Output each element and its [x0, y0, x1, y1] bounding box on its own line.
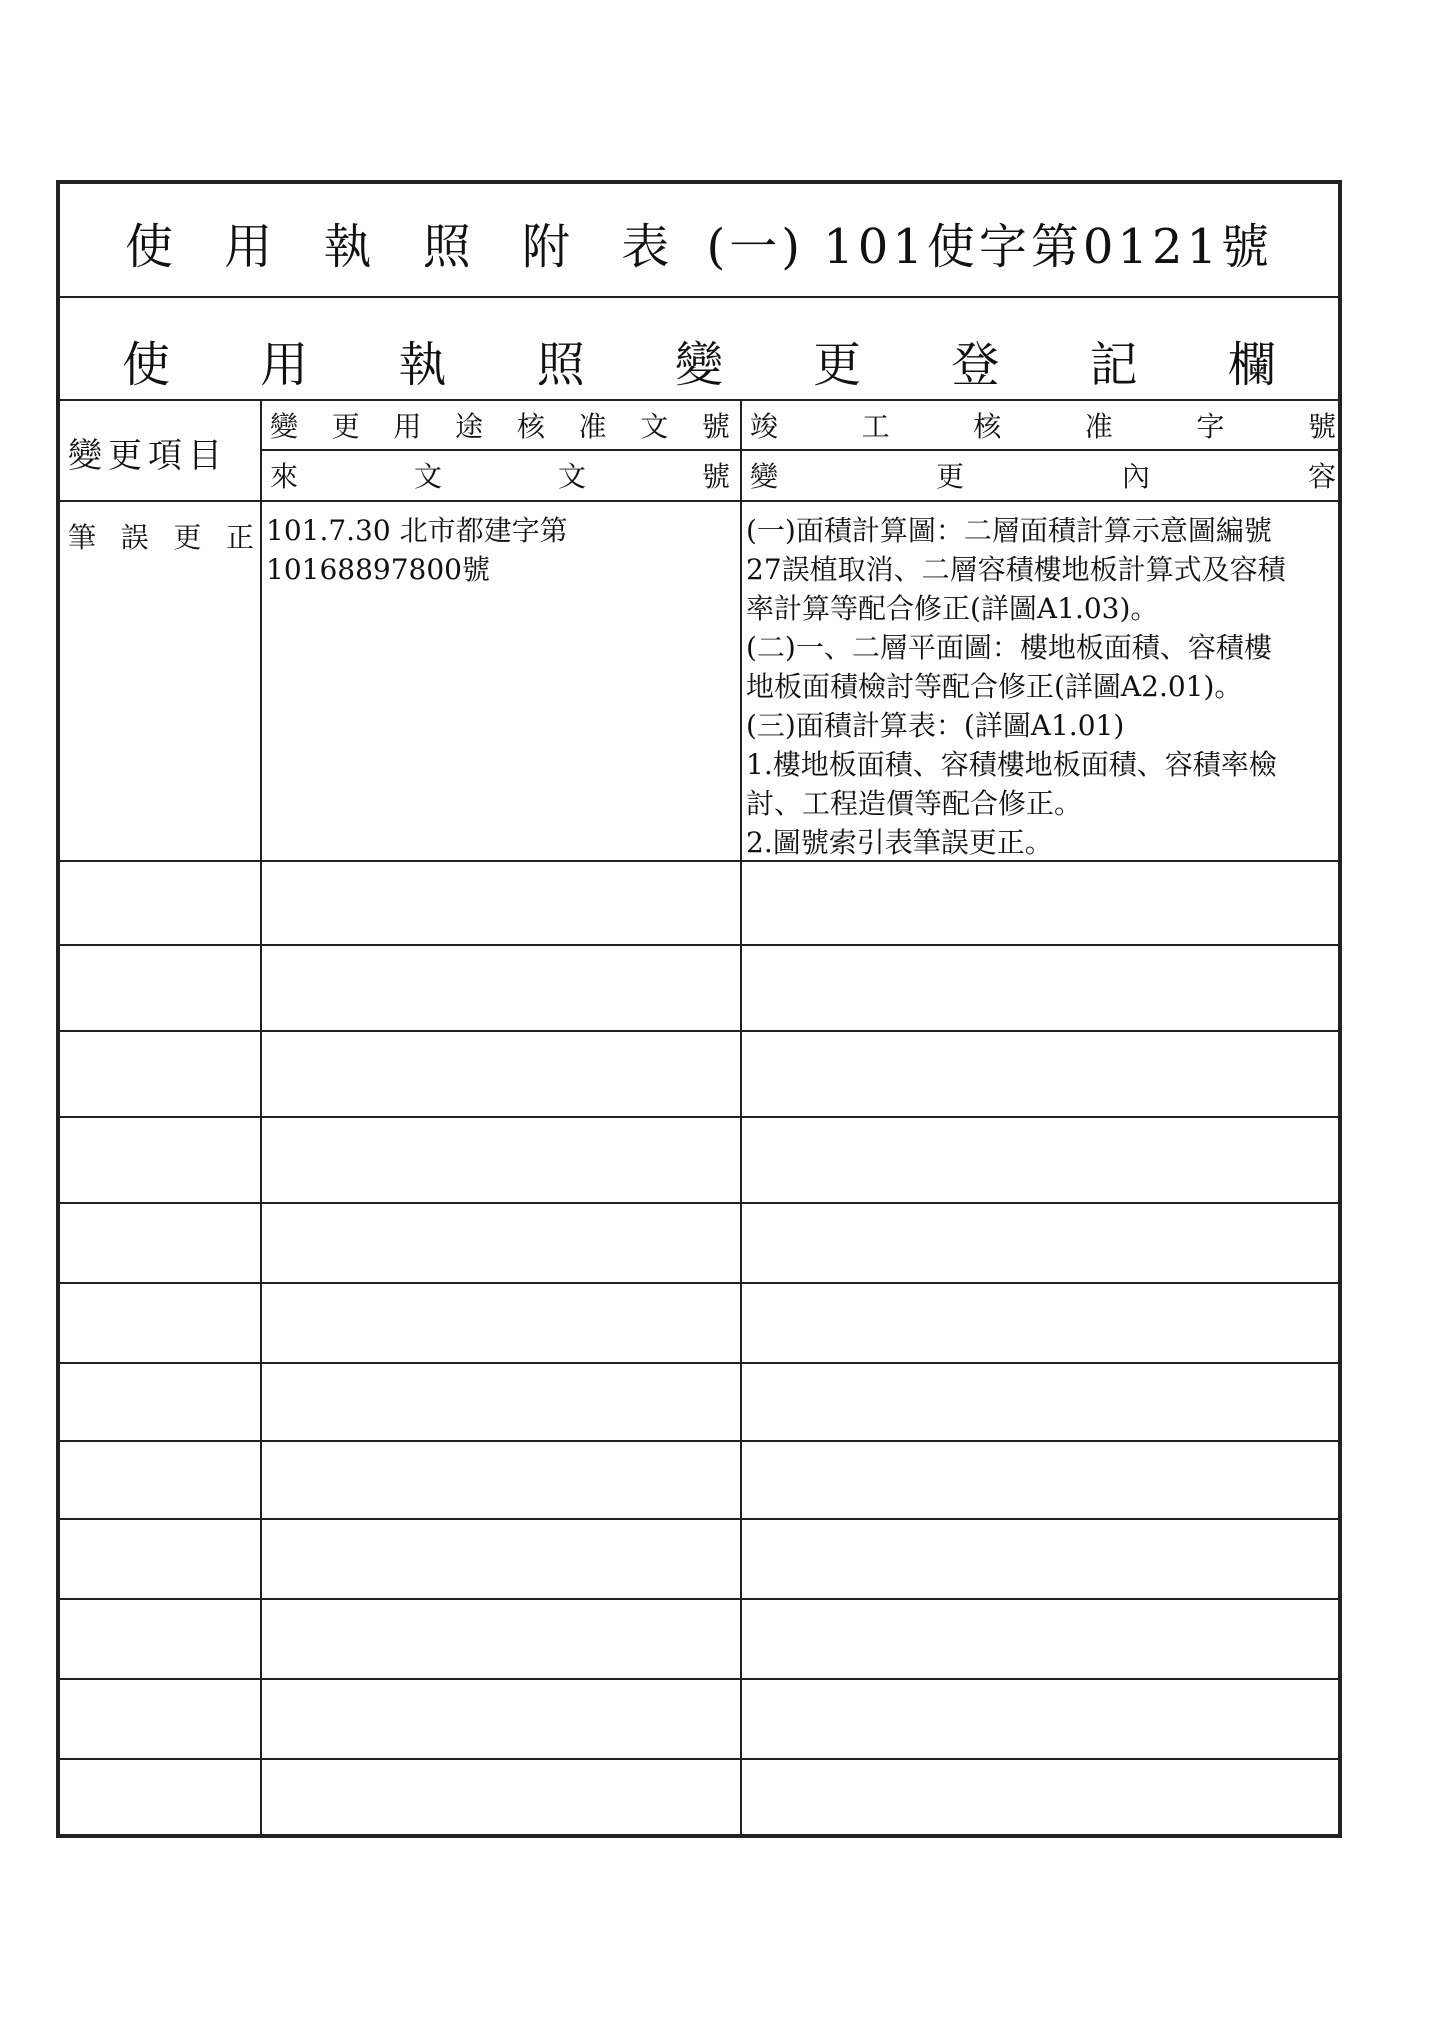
- section-heading-char: 變: [674, 336, 723, 393]
- section-heading: [122, 320, 1276, 400]
- header-char: 容: [1307, 459, 1336, 493]
- header-char: 變: [270, 409, 299, 443]
- header-usage-approval-no: [270, 400, 730, 449]
- header-char: 更: [331, 409, 360, 443]
- title-permit-number: (一) 101使字第0121號: [706, 219, 1274, 275]
- row-change-content: (一)面積計算圖：二層面積計算示意圖編號 27誤植取消、二層容積樓地板計算式及容積 率計算等配合修正(詳圖A1.03)。 (二)一、二層平面圖：樓地板面積、容積樓 地板面積檢討等配合修正(詳圖A2.01)。 (三)面積計算表：(詳圖A1.01) 1.樓地板面積、容積樓地板面積、容積率檢 討、工程造價等配合修正。 2.圖號索引表筆誤更正。: [746, 514, 1286, 859]
- rule-row: [60, 1030, 1342, 1032]
- row-item-char: 誤: [120, 521, 149, 554]
- header-char: 核: [516, 409, 545, 443]
- row-item-char: 正: [225, 521, 254, 554]
- section-heading-char: 用: [260, 336, 309, 393]
- rule-row: [60, 1362, 1342, 1364]
- row-doc-number: 101.7.30 北市都建字第 10168897800號: [266, 514, 568, 586]
- header-change-content: [750, 450, 1336, 499]
- rule-row: [60, 1116, 1342, 1118]
- rule-row: [60, 1678, 1342, 1680]
- header-char: 竣: [750, 409, 779, 443]
- section-heading-char: 使: [122, 336, 171, 393]
- header-char: 核: [973, 409, 1002, 443]
- rule-row: [60, 1440, 1342, 1442]
- section-heading-char: 執: [398, 336, 447, 393]
- rule-row: [60, 1758, 1342, 1760]
- rule-col-2: [740, 399, 742, 1838]
- header-char: 工: [861, 409, 890, 443]
- header-char: 來: [270, 459, 299, 493]
- rule-row: [60, 1202, 1342, 1204]
- header-char: 號: [701, 409, 730, 443]
- rule-row: [60, 944, 1342, 946]
- section-heading-char: 照: [536, 336, 585, 393]
- header-char: 號: [1307, 409, 1336, 443]
- rule-title: [60, 296, 1342, 298]
- section-heading-char: 登: [951, 336, 1000, 393]
- header-char: 內: [1121, 459, 1150, 493]
- title-main: 使 用 執 照 附 表: [124, 219, 688, 275]
- header-char: 准: [578, 409, 607, 443]
- header-char: 文: [557, 459, 586, 493]
- section-heading-char: 更: [813, 336, 862, 393]
- header-char: 准: [1084, 409, 1113, 443]
- section-heading-char: 欄: [1227, 336, 1276, 393]
- header-char: 號: [701, 459, 730, 493]
- rule-header: [60, 500, 1342, 502]
- header-completion-approval-no: [750, 400, 1336, 449]
- header-char: 變: [750, 459, 779, 493]
- header-char: 文: [640, 409, 669, 443]
- rule-row: [60, 1598, 1342, 1600]
- row-item-char: 筆: [68, 521, 97, 554]
- header-char: 途: [455, 409, 484, 443]
- rule-col-1: [260, 399, 262, 1838]
- rule-row: [60, 1282, 1342, 1284]
- header-char: 更: [935, 459, 964, 493]
- section-heading-char: 記: [1089, 336, 1138, 393]
- row-change-item: [68, 516, 254, 556]
- rule-row: [60, 1518, 1342, 1520]
- document-title: [60, 208, 1338, 277]
- header-char: 用: [393, 409, 422, 443]
- permit-table: [56, 180, 1342, 1838]
- header-char: 字: [1196, 409, 1225, 443]
- header-incoming-doc-no: [270, 450, 730, 499]
- header-char: 文: [413, 459, 442, 493]
- header-change-item: 變更項目: [68, 436, 228, 476]
- row-item-char: 更: [173, 521, 202, 554]
